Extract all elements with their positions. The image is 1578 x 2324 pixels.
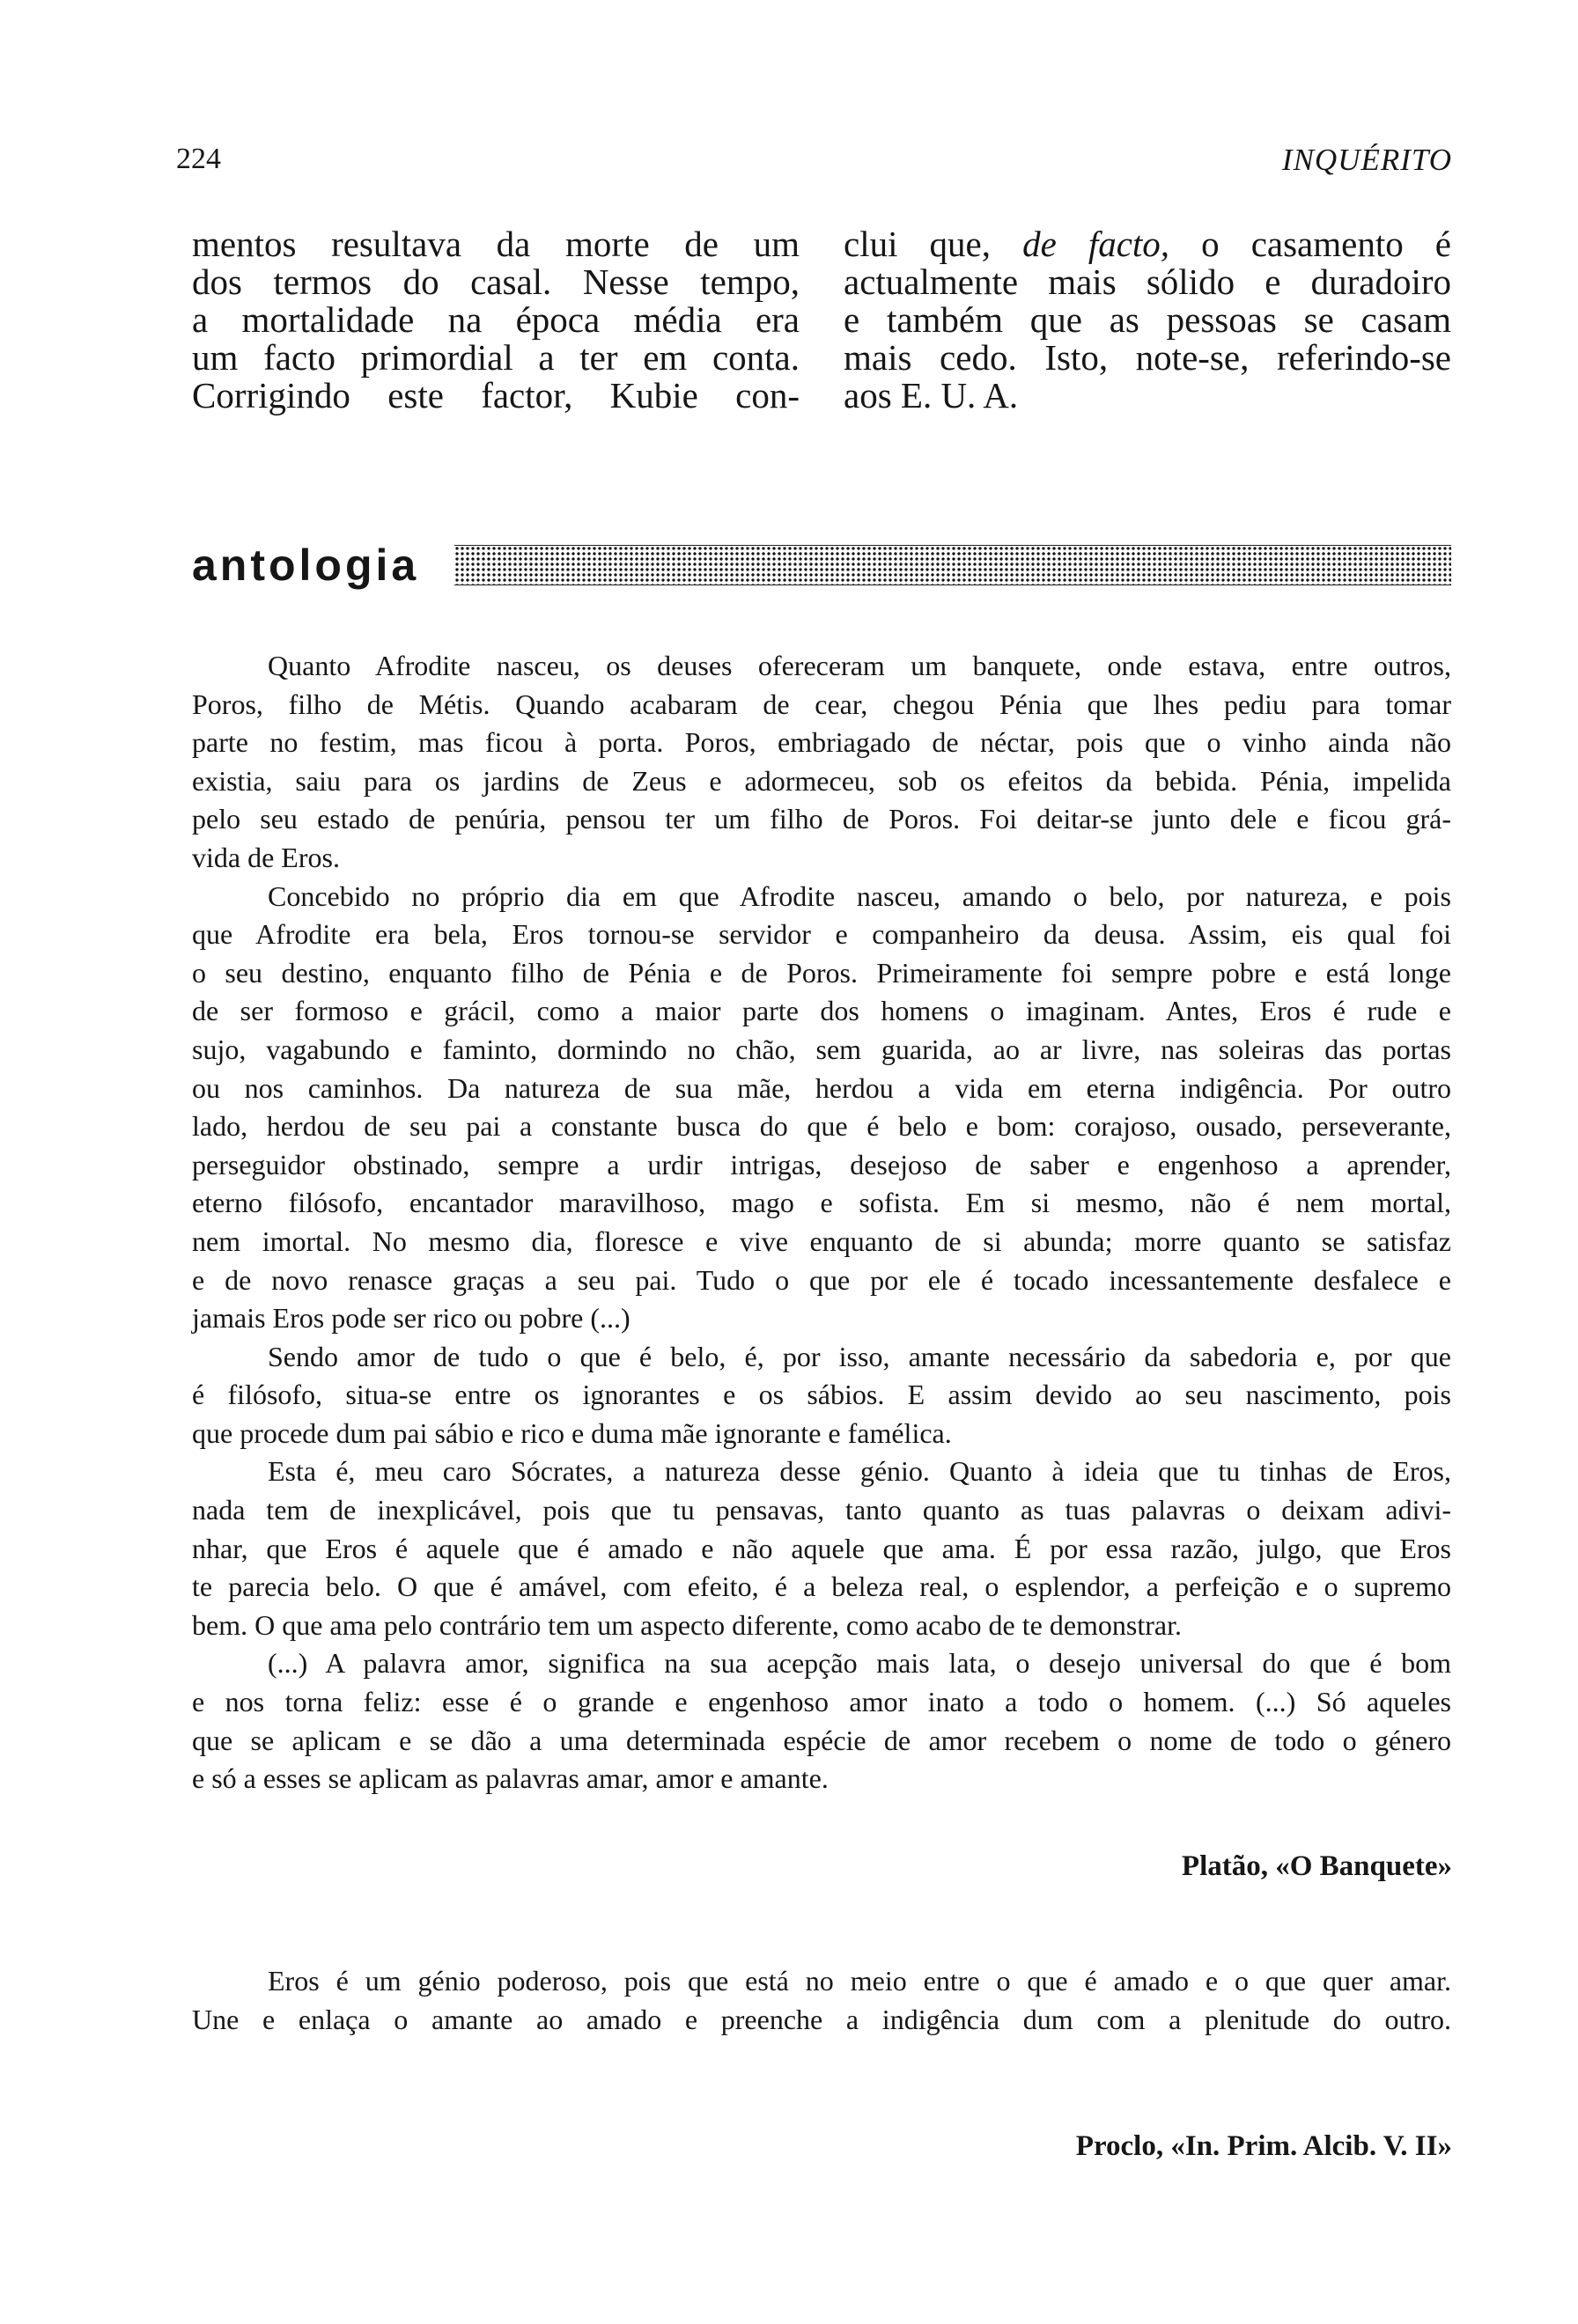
right-column-line: e também que as pessoas se casam	[844, 299, 1451, 340]
paragraph-line: que Afrodite era bela, Eros tornou-se servidor e companheiro da deusa. Assim, eis qual foi	[192, 918, 1451, 951]
paragraph-line: Quanto Afrodite nasceu, os deuses ofereceram um banquete, onde estava, entre outros,	[268, 650, 1451, 681]
paragraph-line: Sendo amor de tudo o que é belo, é, por isso, amante necessário da sabedoria e, por que	[268, 1340, 1451, 1372]
paragraph-line: nada tem de inexplicável, pois que tu pensavas, tanto quanto as tuas palavras o deixam adivi-	[192, 1494, 1451, 1526]
right-column-text: clui que,	[844, 224, 1023, 264]
paragraph-line: Une e enlaça o amante ao amado e preenche a indigência dum com a plenitude do outro.	[192, 2004, 1451, 2035]
anthology-text	[192, 647, 1451, 1798]
right-column-line: aos E. U. A.	[844, 375, 1019, 416]
paragraph-line: perseguidor obstinado, sempre a urdir intrigas, desejoso de saber e engenhoso a aprender,	[192, 1148, 1451, 1180]
right-column-line: actualmente mais sólido e duradoiro	[844, 261, 1451, 302]
right-column-first-line	[844, 225, 1451, 263]
second-excerpt	[192, 1961, 1451, 2039]
page-number: 224	[176, 143, 221, 175]
paragraph	[192, 1452, 1451, 1644]
paragraph-line: nhar, que Eros é aquele que é amado e não aquele que ama. É por essa razão, julgo, que Eros	[192, 1532, 1451, 1564]
paragraph	[192, 1644, 1451, 1798]
decorative-pattern-bar	[454, 545, 1451, 585]
left-column-line: Corrigindo este factor, Kubie con-	[192, 375, 800, 416]
paragraph-line: vida de Eros.	[192, 841, 340, 873]
paragraph-line: Concebido no próprio dia em que Afrodite nasceu, amando o belo, por natureza, e pois	[268, 879, 1451, 912]
paragraph-line: pelo seu estado de penúria, pensou ter um filho de Poros. Foi deitar-se junto dele e ficou grá-	[192, 803, 1451, 835]
paragraph-line: eterno filósofo, encantador maravilhoso, mago e sofista. Em si mesmo, não é nem mortal,	[192, 1187, 1451, 1219]
paragraph-line: nem imortal. No mesmo dia, floresce e vive enquanto de si abunda; morre quanto se satisfaz	[192, 1225, 1451, 1257]
paragraph	[192, 1961, 1451, 2039]
left-column-line: a mortalidade na época média era	[192, 299, 800, 340]
paragraph	[192, 878, 1451, 1338]
paragraph-line: o seu destino, enquanto filho de Pénia e de Poros. Primeiramente foi sempre pobre e está longe	[192, 956, 1451, 989]
citation-platao: Platão, «O Banquete»	[1181, 1850, 1452, 1882]
paragraph	[192, 1338, 1451, 1453]
paragraph-line: parte no festim, mas ficou à porta. Poros, embriagado de néctar, pois que o vinho ainda não	[192, 726, 1451, 759]
paragraph-line: e nos torna feliz: esse é o grande e engenhoso amor inato a todo o homem. (...) Só aqueles	[192, 1686, 1451, 1718]
running-header-title: INQUÉRITO	[1281, 143, 1452, 177]
italic-phrase: de facto,	[1022, 224, 1170, 264]
paragraph-line: é filósofo, situa-se entre os ignorantes e os sábios. E assim devido ao seu nascimento, pois	[192, 1379, 1451, 1411]
paragraph-line: te parecia belo. O que é amável, com efeito, é a beleza real, o esplendor, a perfeição e o supremo	[192, 1570, 1451, 1603]
paragraph-line: jamais Eros pode ser rico ou pobre (...)	[192, 1302, 630, 1335]
left-column-line: dos termos do casal. Nesse tempo,	[192, 261, 800, 302]
left-column-line: um facto primordial a ter em conta.	[192, 337, 800, 378]
right-column	[844, 225, 1451, 415]
right-column-line: mais cedo. Isto, note-se, referindo-se	[844, 337, 1451, 378]
paragraph-line: que se aplicam e se dão a uma determinada espécie de amor recebem o nome de todo o género	[192, 1724, 1451, 1756]
paragraph	[192, 647, 1451, 878]
paragraph-line: que procede dum pai sábio e rico e duma mãe ignorante e famélica.	[192, 1416, 952, 1449]
paragraph-line: (...) A palavra amor, significa na sua acepção mais lata, o desejo universal do que é bom	[268, 1647, 1451, 1680]
citation-proclo: Proclo, «In. Prim. Alcib. V. II»	[1075, 2130, 1452, 2162]
section-heading	[192, 539, 1451, 592]
two-column-continuation	[192, 225, 1451, 415]
paragraph-line: bem. O que ama pelo contrário tem um aspecto diferente, como acabo de te demonstrar.	[192, 1608, 1183, 1641]
paragraph-line: e de novo renasce graças a seu pai. Tudo o que por ele é tocado incessantemente desfalece e	[192, 1263, 1451, 1296]
right-column-text: o casamento é	[1169, 224, 1451, 264]
paragraph-line: Esta é, meu caro Sócrates, a natureza desse génio. Quanto à ideia que tu tinhas de Eros,	[268, 1455, 1451, 1488]
left-column	[192, 225, 800, 415]
paragraph-line: Poros, filho de Métis. Quando acabaram de cear, chegou Pénia que lhes pediu para tomar	[192, 688, 1451, 720]
paragraph-line: Eros é um génio poderoso, pois que está no meio entre o que é amado e o que quer amar.	[268, 1965, 1451, 1997]
section-title: antologia	[192, 541, 420, 590]
paragraph-line: ou nos caminhos. Da natureza de sua mãe, herdou a vida em eterna indigência. Por outro	[192, 1071, 1451, 1104]
paragraph-line: de ser formoso e grácil, como a maior parte dos homens o imaginam. Antes, Eros é rude e	[192, 995, 1451, 1027]
paragraph-line: lado, herdou de seu pai a constante busca do que é belo e bom: corajoso, ousado, perseverante,	[192, 1110, 1451, 1143]
paragraph-line: existia, saiu para os jardins de Zeus e adormeceu, sob os efeitos da bebida. Pénia, impelida	[192, 764, 1451, 797]
left-column-line: mentos resultava da morte de um	[192, 224, 800, 264]
paragraph-line: sujo, vagabundo e faminto, dormindo no chão, sem guarida, ao ar livre, nas soleiras das portas	[192, 1033, 1451, 1065]
paragraph-line: e só a esses se aplicam as palavras amar, amor e amante.	[192, 1762, 829, 1795]
